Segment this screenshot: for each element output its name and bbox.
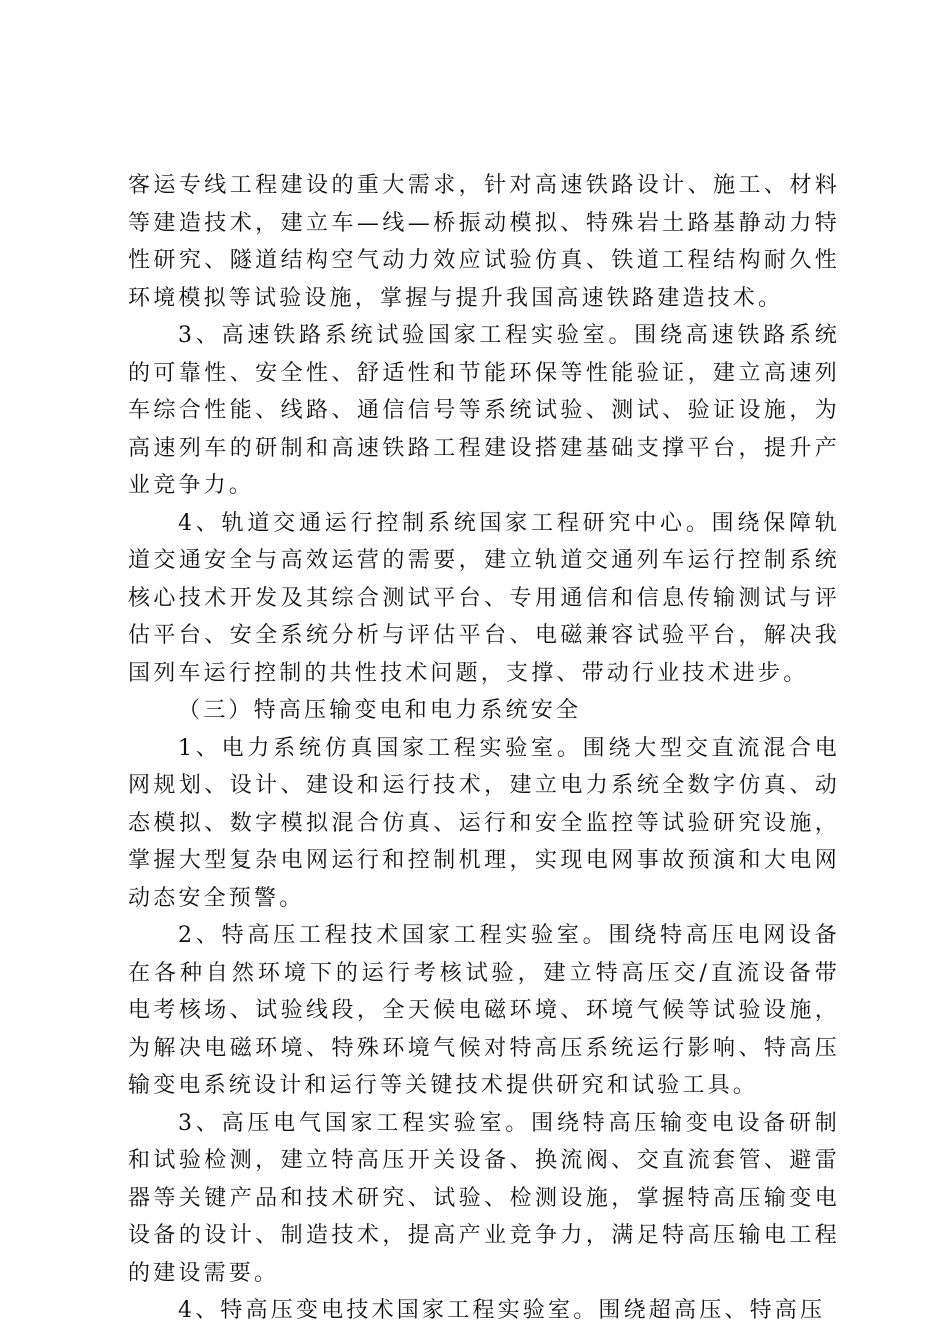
paragraph-item-2-uhv-engineering-lab: 2、特高压工程技术国家工程实验室。围绕特高压电网设备在各种自然环境下的运行考核试验，建立特高压交/直流设备带电考核场、试验线段，全天候电磁环境、环境气候等试验设施，为解决电磁环境、特殊环境气候对特高压系统运行影响、特高压输变电系统设计和运行等关键技术提供研究和试验工具。 — [128, 923, 840, 1098]
document-body — [128, 167, 840, 1330]
paragraph-item-4-train-control-center: 4、轨道交通运行控制系统国家工程研究中心。围绕保障轨道交通安全与高效运营的需要，建立轨道交通列车运行控制系统核心技术开发及其综合测试平台、专用通信和信息传输测试与评估平台、安全系统分析与评估平台、电磁兼容试验平台，解决我国列车运行控制的共性技术问题，支撑、带动行业技术进步。 — [128, 510, 840, 686]
section-heading-uhv: （三）特高压输变电和电力系统安全 — [178, 698, 582, 723]
paragraph-item-3-high-voltage-lab: 3、高压电气国家工程实验室。围绕特高压输变电设备研制和试验检测，建立特高压开关设备、换流阀、交直流套管、避雷器等关键产品和技术研究、试验、检测设施，掌握特高压输变电设备的设计、制造技术，提高产业竞争力，满足特高压输电工程的建设需要。 — [128, 1110, 840, 1286]
paragraph-continued-intro: 客运专线工程建设的重大需求，针对高速铁路设计、施工、材料等建造技术，建立车—线—桥振动模拟、特殊岩土路基静动力特性研究、隧道结构空气动力效应试验仿真、铁道工程结构耐久性环境模拟等试验设施，掌握与提升我国高速铁路建造技术。 — [128, 173, 840, 311]
paragraph-item-1-power-simulation-lab: 1、电力系统仿真国家工程实验室。围绕大型交直流混合电网规划、设计、建设和运行技术，建立电力系统全数字仿真、动态模拟、数字模拟混合仿真、运行和安全监控等试验研究设施，掌握大型复杂电网运行和控制机理，实现电网事故预演和大电网动态安全预警。 — [128, 735, 840, 911]
paragraph-item-3-railway-system-lab: 3、高速铁路系统试验国家工程实验室。围绕高速铁路系统的可靠性、安全性、舒适性和节能环保等性能验证，建立高速列车综合性能、线路、通信信号等系统试验、测试、验证设施，为高速列车的研制和高速铁路工程建设搭建基础支撑平台，提升产业竞争力。 — [128, 323, 840, 498]
paragraph-item-4-uhv-substation-lab: 4、特高压变电技术国家工程实验室。围绕超高压、特高压 — [178, 1298, 826, 1323]
